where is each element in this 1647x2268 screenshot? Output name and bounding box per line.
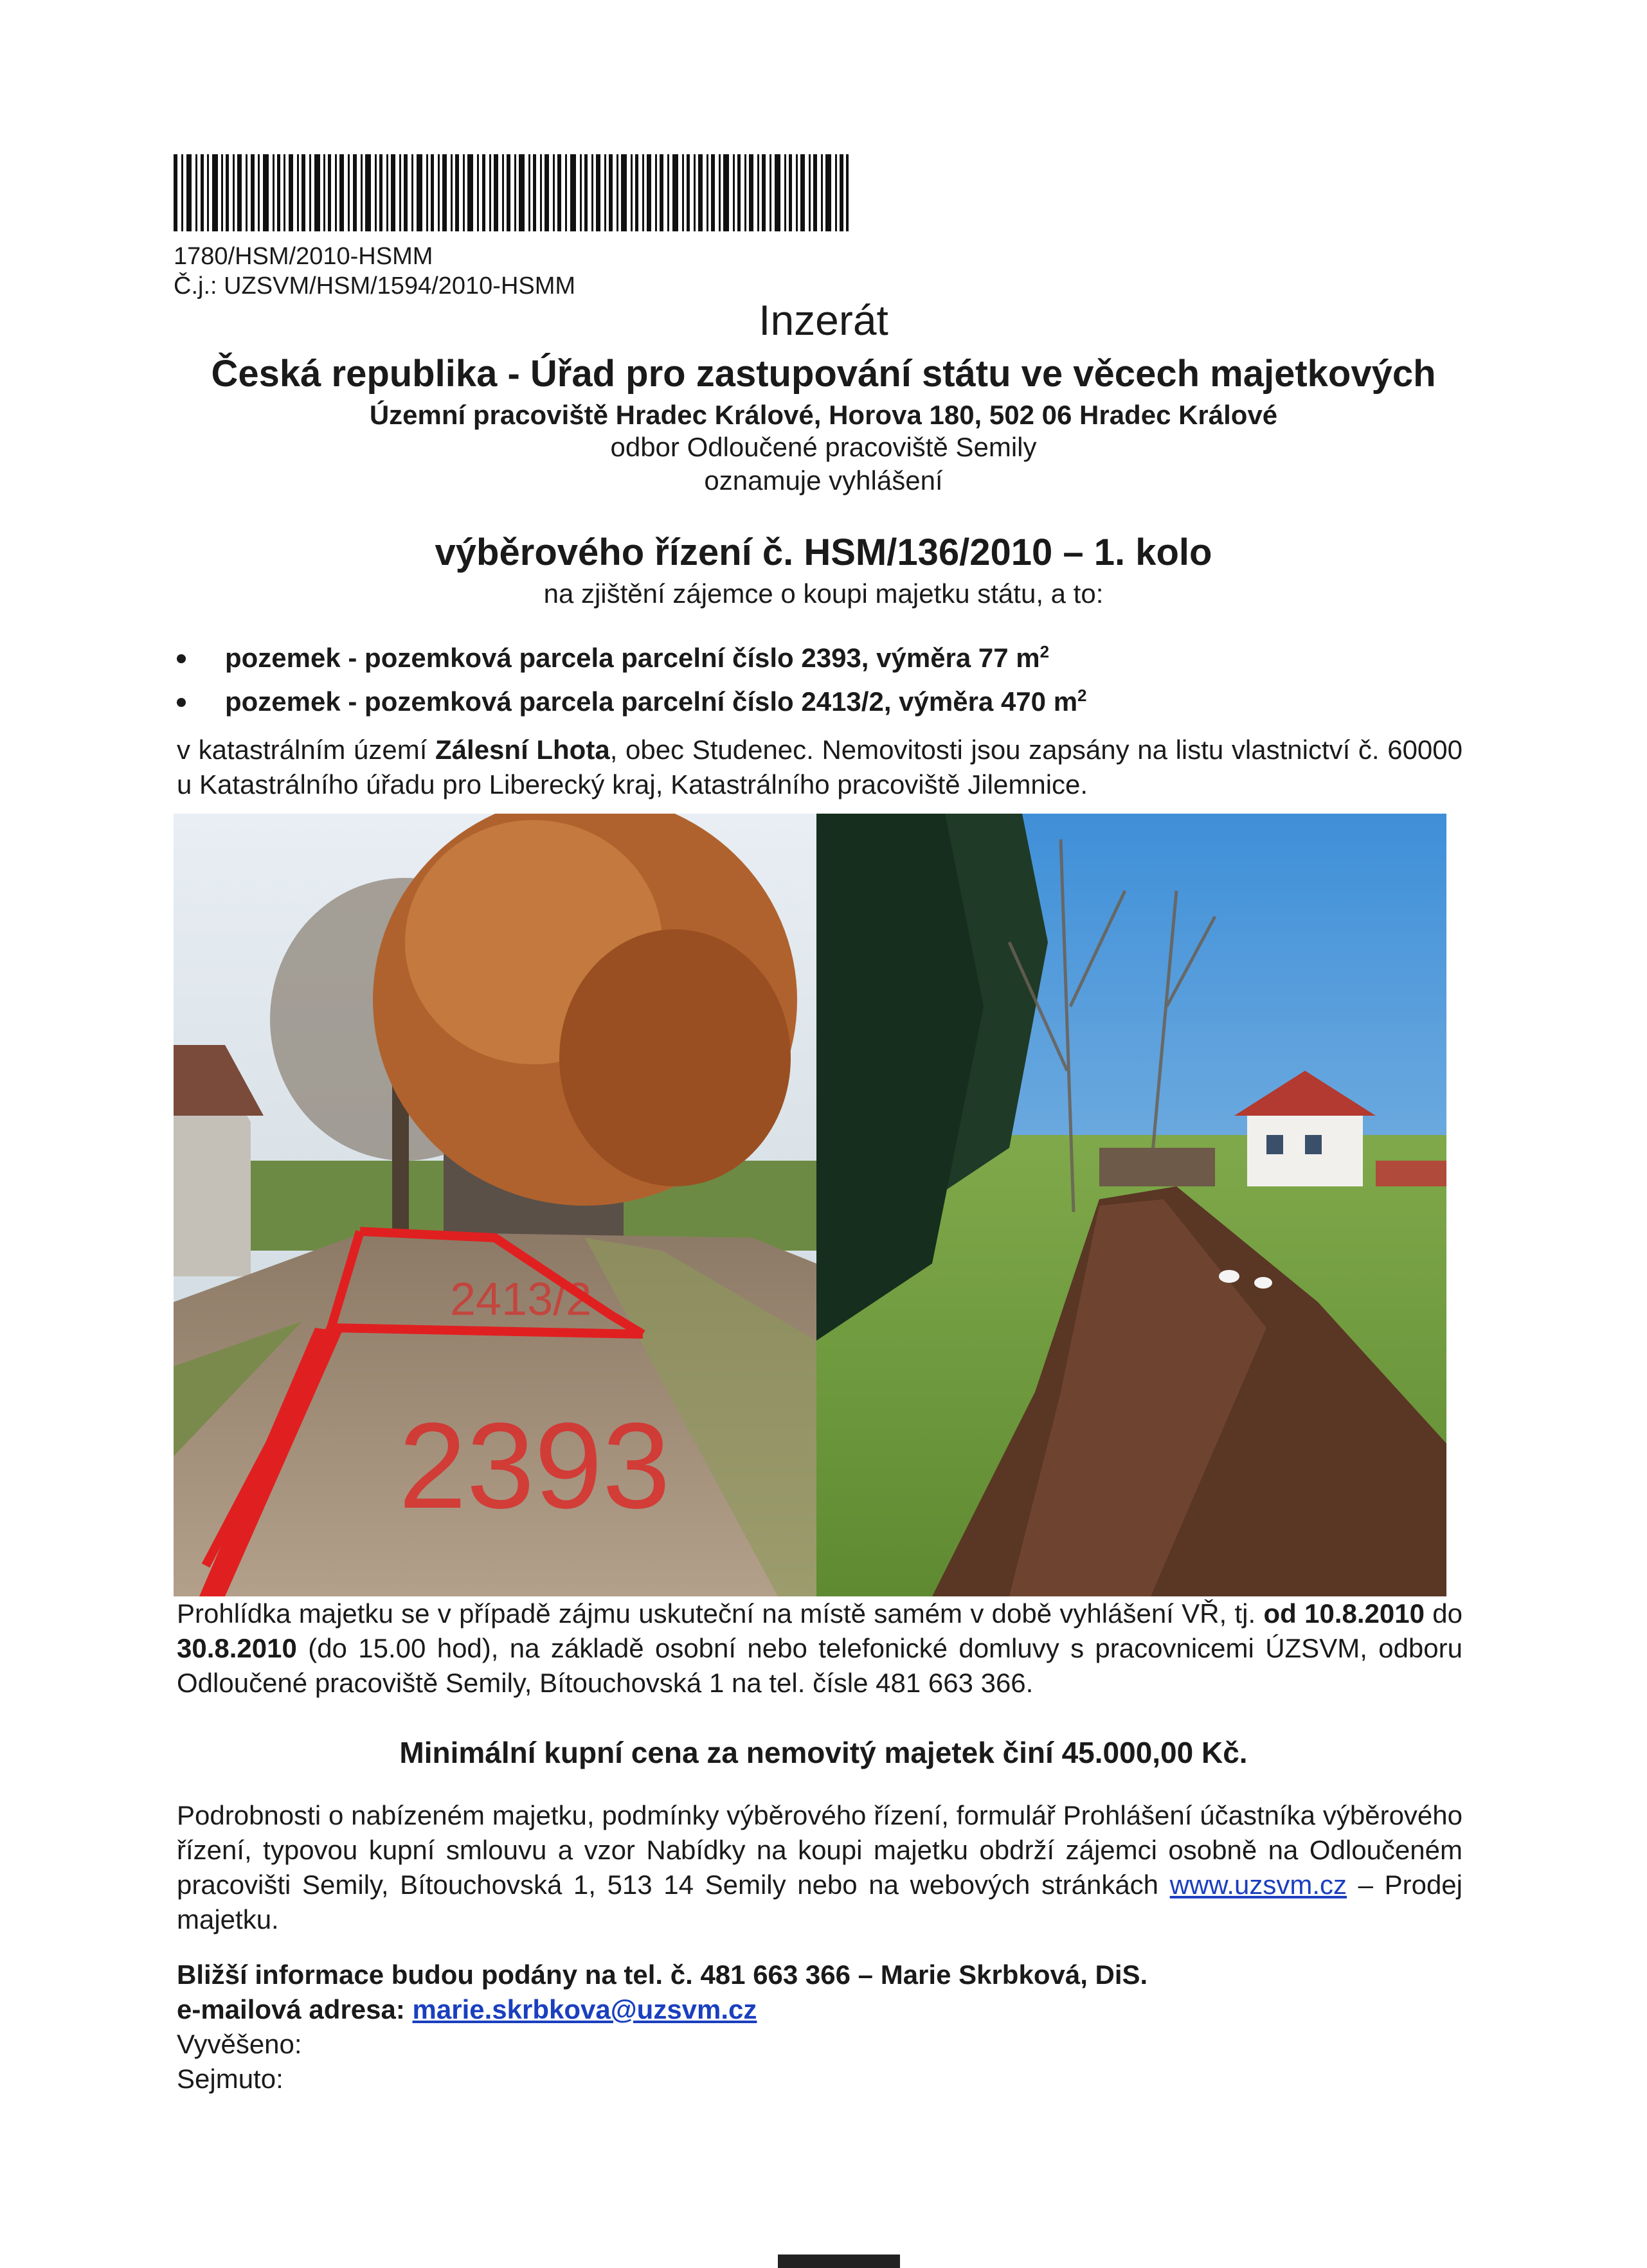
contact-info: Bližší informace budou podány na tel. č. 481 663 366 – Marie Skrbková, DiS. e-mailová adresa: marie.skrbkova@uzsvm.cz [177, 1958, 1148, 2027]
minimum-price: Minimální kupní cena za nemovitý majetek činí 45.000,00 Kč. [399, 1736, 1248, 1769]
ref-number: 1780/HSM/2010-HSMM [174, 243, 433, 270]
office-address: Územní pracoviště Hradec Králové, Horova 180, 502 06 Hradec Králové [369, 400, 1278, 430]
tender-title: výběrového řízení č. HSM/136/2010 – 1. kolo [435, 531, 1212, 573]
website-link[interactable]: www.uzsvm.cz [1169, 1870, 1347, 1900]
email-link[interactable]: marie.skrbkova@uzsvm.cz [412, 1994, 757, 2024]
tender-subtitle: na zjištění zájemce o koupi majetku státu, a to: [543, 578, 1104, 609]
page-title: Inzerát [759, 296, 888, 344]
barcode [174, 154, 849, 231]
details-paragraph: Podrobnosti o nabízeném majetku, podmínky výběrového řízení, formulář Prohlášení účastníka výběrového řízení, typovou kupní smlouvu a vzor Nabídky na koupi majetku obdrží zájemci osobně na Odloučeném pracovišti Semily, Bítouchovská 1, 513 14 Semily nebo na webových stránkách www.uzsvm.cz – Prodej majetku. [177, 1800, 1462, 1934]
file-number: Č.j.: UZSVM/HSM/1594/2010-HSMM [174, 272, 576, 299]
list-item: pozemek - pozemková parcela parcelní číslo 2413/2, výměra 470 $m^2$ [177, 680, 1087, 724]
department: odbor Odloučené pracoviště Semily [610, 432, 1037, 462]
announces: oznamuje vyhlášení [704, 465, 943, 496]
inspection-paragraph: Prohlídka majetku se v případě zájmu uskuteční na místě samém v době vyhlášení VŘ, tj. od 10.8.2010 do 30.8.2010 (do 15.00 hod), na základě osobní nebo telefonické domluvy s pracovnicemi ÚZSVM, odboru Odloučené pracoviště Semily, Bítouchovská 1 na tel. čísle 481 663 366. [177, 1598, 1463, 1698]
scan-artifact [778, 2255, 900, 2268]
photo-right [816, 814, 1446, 1596]
posted-label: Vyvěšeno: [177, 2029, 302, 2059]
bullet-icon [177, 654, 186, 663]
removed-label: Sejmuto: [177, 2064, 284, 2094]
posting-dates [177, 2027, 302, 2096]
parcel-label-a: 2413/2 [450, 1274, 592, 1325]
property-list [177, 636, 1087, 724]
bullet-icon [177, 698, 186, 707]
cadastral-area: Zálesní Lhota [435, 735, 610, 765]
parcel-label-b: 2393 [399, 1398, 670, 1534]
list-item: pozemek - pozemková parcela parcelní číslo 2393, výměra 77 $m^2$ [177, 636, 1087, 680]
document-reference [174, 242, 575, 301]
org-name: Česká republika - Úřad pro zastupování státu ve věcech majetkových [211, 353, 1436, 395]
contact-phone: Bližší informace budou podány na tel. č. 481 663 366 – Marie Skrbková, DiS. [177, 1960, 1148, 1990]
photo-left [174, 814, 816, 1596]
location-paragraph: v katastrálním území Zálesní Lhota, obec Studenec. Nemovitosti jsou zapsány na listu vlastnictví č. 60000 u Katastrálního úřadu pro Liberecký kraj, Katastrálního pracoviště Jilemnice. [177, 735, 1463, 799]
property-photos [174, 814, 1446, 1596]
